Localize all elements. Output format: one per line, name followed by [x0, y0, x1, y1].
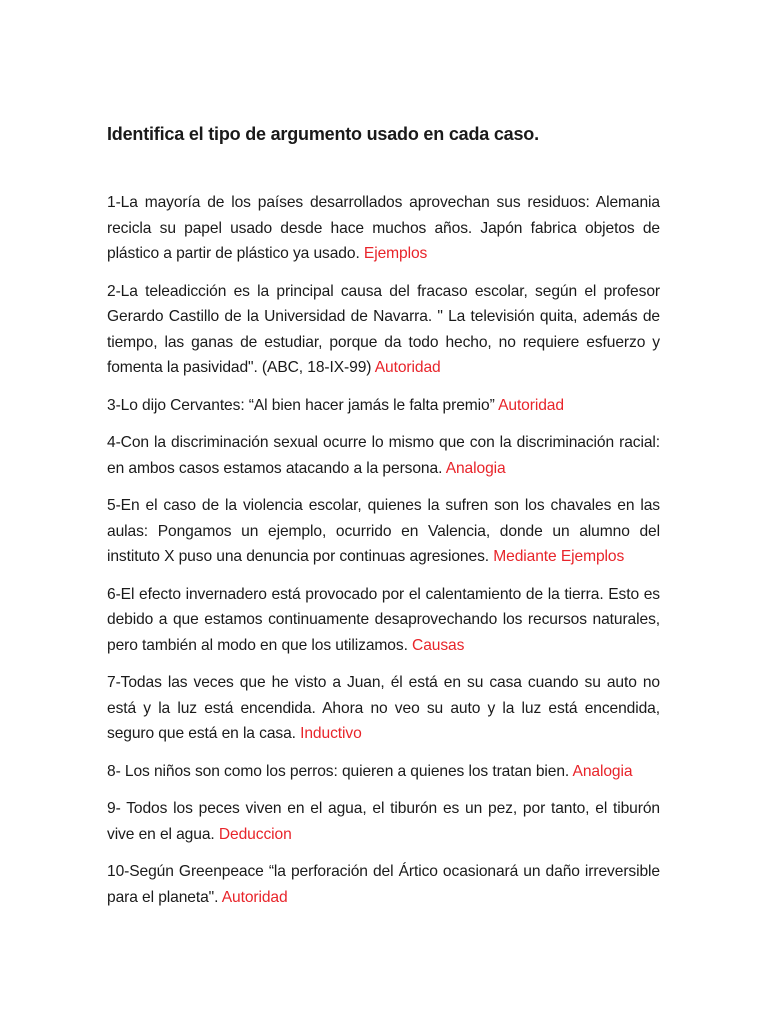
- exercise-answer: Analogia: [572, 762, 633, 780]
- exercise-item-8: [107, 759, 660, 785]
- exercise-answer: Deduccion: [218, 825, 292, 843]
- exercise-list: [107, 190, 660, 922]
- exercise-item-10: [107, 859, 660, 910]
- exercise-item-7: [107, 670, 660, 747]
- exercise-answer: Autoridad: [374, 359, 441, 376]
- exercise-item-6: [107, 582, 660, 659]
- document-title: Identifica el tipo de argumento usado en cada caso.: [107, 124, 539, 144]
- exercise-answer: Autoridad: [498, 396, 564, 414]
- exercise-item-1: [107, 190, 660, 267]
- exercise-text: 5-En el caso de la violencia escolar, quienes la sufren son los chavales en las aulas: Pongamos un ejemplo, ocurrido en Valencia, donde un alumno del instituto X puso una denuncia por continuas agresiones.: [107, 497, 660, 565]
- exercise-text: 10-Según Greenpeace “la perforación del Ártico ocasionará un daño irreversible para el planeta".: [107, 863, 660, 906]
- exercise-text: 1-La mayoría de los países desarrollados aprovechan sus residuos: Alemania recicla su papel usado desde hace muchos años. Japón fabrica objetos de plástico a partir de plástico ya usado.: [107, 194, 660, 262]
- exercise-text: 7-Todas las veces que he visto a Juan, él está en su casa cuando su auto no está y la luz está encendida. Ahora no veo su auto y la luz está encendida, seguro que está en la casa.: [107, 674, 660, 742]
- exercise-answer: Analogia: [445, 459, 506, 477]
- exercise-answer: Autoridad: [221, 888, 288, 906]
- exercise-item-2: [107, 279, 660, 381]
- exercise-answer: Ejemplos: [363, 245, 428, 262]
- exercise-text: 8- Los niños son como los perros: quieren a quienes los tratan bien.: [107, 762, 573, 780]
- exercise-item-4: [107, 430, 660, 481]
- exercise-answer: Inductivo: [300, 725, 362, 742]
- exercise-answer: Causas: [412, 636, 465, 654]
- exercise-item-3: [107, 393, 660, 419]
- exercise-text: 3-Lo dijo Cervantes: “Al bien hacer jamás le falta premio”: [107, 396, 499, 414]
- exercise-text: 2-La teleadicción es la principal causa del fracaso escolar, según el profesor Gerardo Castillo de la Universidad de Navarra. " La televisión quita, además de tiempo, las ganas de estudiar, porque da todo hecho, no requiere esfuerzo y fomenta la pasividad". (ABC, 18-IX-99): [107, 282, 660, 376]
- exercise-item-5: [107, 493, 660, 570]
- exercise-text: 6-El efecto invernadero está provocado por el calentamiento de la tierra. Esto es debido a que estamos continuamente desaprovechando los recursos naturales, pero también al modo en que los utilizamos.: [107, 585, 660, 654]
- exercise-item-9: [107, 796, 660, 847]
- exercise-answer: Mediante Ejemplos: [493, 548, 625, 565]
- exercise-text: 9- Todos los peces viven en el agua, el tiburón es un pez, por tanto, el tiburón vive en el agua.: [107, 800, 660, 843]
- exercise-text: 4-Con la discriminación sexual ocurre lo mismo que con la discriminación racial: en ambos casos estamos atacando a la persona.: [107, 434, 660, 477]
